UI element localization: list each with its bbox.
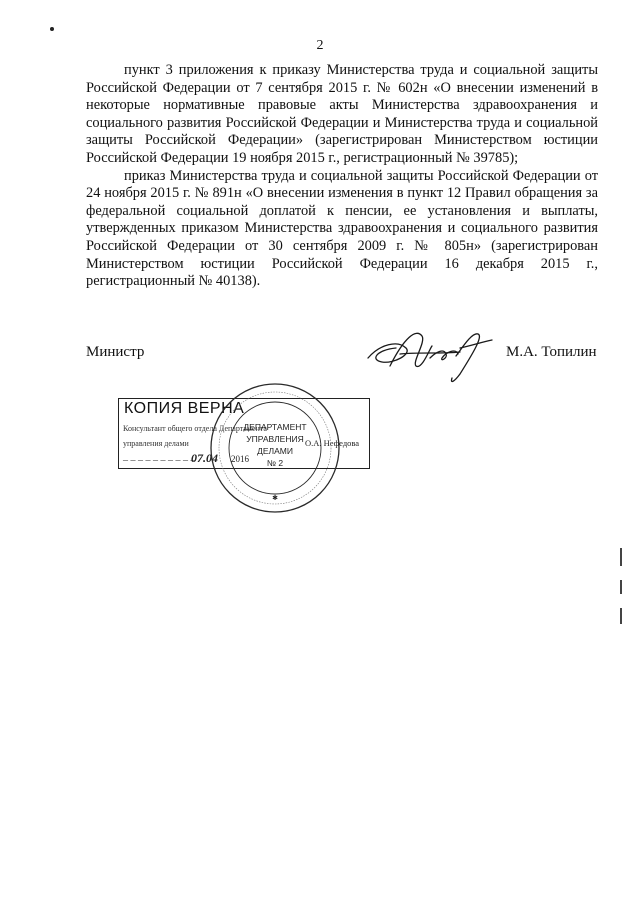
page-number: 2 [316,38,324,53]
seal-line-1: ДЕПАРТАМЕНТ [243,422,307,432]
page-mark [50,27,54,31]
paragraph-1: пункт 3 приложения к приказу Министерства труда и социальной защиты Российской Федерации от 7 сентября 2015 г. № 602н «О внесении изменений в некоторые нормативные правовые акты Министерства здравоохранения и социального развития Российской Федерации и Министерства труда и социальной защиты Российской Федерации» (зарегистрирован Министерством юстиции Российской Федерации 19 ноября 2015 г., регистрационный № 39785); [86,62,598,166]
document-body [86,62,598,291]
seal-star: ✱ [272,494,278,502]
stamp-department: управления делами [123,439,189,448]
stamp-date-day: 07.04 [191,451,218,465]
stamp-position: Консультант общего отдела Департамента [123,424,267,433]
seal-line-4: № 2 [266,458,284,468]
stamp-date-year: 2016 [231,454,249,464]
stamp-title: КОПИЯ ВЕРНА [124,400,245,417]
stamp-signer: О.А. Нефедова [305,438,360,448]
seal-line-3: ДЕЛАМИ [257,446,293,456]
handwritten-signature [360,318,500,388]
stamp-date-line: _ _ _ _ _ _ _ _ _ _ [123,451,196,462]
edge-mark-1 [620,548,622,566]
paragraph-2: приказ Министерства труда и социальной защиты Российской Федерации от 24 ноября 2015 г. № 891н «О внесении изменения в пункт 12 Правил обращения за федеральной социальной доплатой к пенсии, ее установления и выплаты, утвержденных приказом Министерства здравоохранения и социального развития Российской Федерации от 30 сентября 2009 г. № 805н» (зарегистрирован Министерством юстиции Российской Федерации 16 декабря 2015 г., регистрационный № 40138). [86,167,598,290]
edge-mark-3 [620,608,622,624]
edge-mark-2 [620,580,622,594]
round-seal-stamp [205,378,345,518]
signatory-title: Министр [86,344,145,360]
seal-line-2: УПРАВЛЕНИЯ [246,434,304,444]
signatory-name: М.А. Топилин [506,344,597,360]
